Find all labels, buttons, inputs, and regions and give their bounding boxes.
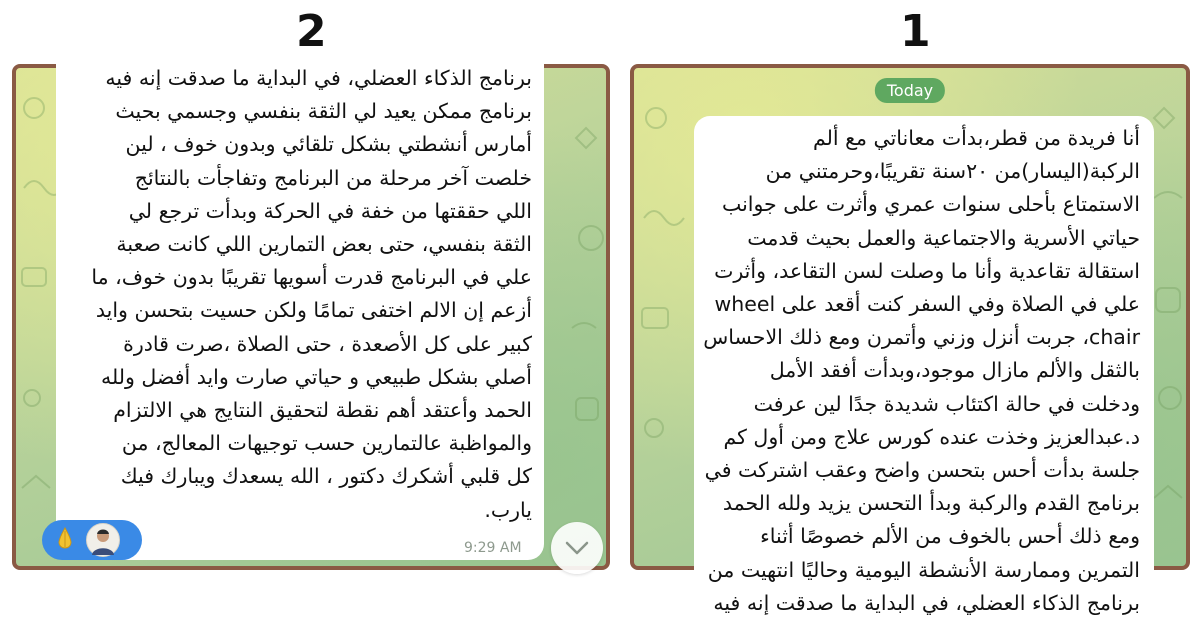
message-line: أمارس أنشطتي بشكل تلقائي وبدون خوف ، لين xyxy=(125,132,532,157)
chevron-down-icon xyxy=(565,541,589,555)
message-line: بالثقل والألم مازال موجود،وبدأت أفقد الأمل xyxy=(769,358,1140,383)
message-line: أصلي بشكل طبيعي و حياتي صارت وايد أفضل ولله xyxy=(100,364,532,389)
message-line: برنامج الذكاء العضلي، في البداية ما صدقت إنه فيه xyxy=(713,590,1140,615)
message-line: الحمد وأعتقد أهم نقطة لتحقيق النتايج هي الالتزام xyxy=(113,398,532,423)
panel-label-2: 2 xyxy=(296,6,327,57)
praying-hands-icon[interactable] xyxy=(54,526,76,555)
message-line: ودخلت في حالة اكتئاب شديدة جدًا لين عرفت xyxy=(753,391,1140,416)
message-bubble-left xyxy=(56,62,544,560)
message-line: علي في الصلاة وفي السفر كنت أقعد على wheel xyxy=(714,292,1140,317)
message-line: أزعم إن الالم اختفى تمامًا ولكن حسيت بتحسن وايد xyxy=(95,298,532,323)
message-line: أنا فريدة من قطر،بدأت معاناتي مع ألم xyxy=(813,126,1140,150)
message-line: الركبة(اليسار)من ٢٠سنة تقريبًا،وحرمتني من xyxy=(765,159,1140,184)
message-timestamp: 9:29 AM xyxy=(464,540,522,556)
message-line: علي في البرنامج قدرت أسويها تقريبًا بدون خوف، ما xyxy=(91,265,532,290)
message-line: الاستمتاع بأحلى سنوات عمري وأثرت على جوانب xyxy=(721,192,1140,217)
message-line: د.عبدالعزيز وخذت عنده كورس علاج ومن أول كم xyxy=(723,424,1140,449)
panel-label-1: 1 xyxy=(900,6,931,57)
message-line: يارب. xyxy=(484,497,532,522)
message-reactions[interactable] xyxy=(42,520,142,560)
message-line: برنامج الذكاء العضلي، في البداية ما صدقت إنه فيه xyxy=(105,66,532,90)
message-text xyxy=(702,122,1140,620)
reactor-avatar[interactable] xyxy=(86,523,120,557)
message-text xyxy=(66,62,532,527)
date-badge: Today xyxy=(875,78,945,103)
message-line: ومع ذلك أحس بالخوف من الألم خصوصًا أثناء xyxy=(760,524,1140,549)
message-line: chair، جربت أنزل وزني وأتمرن ومع ذلك الاحساس xyxy=(703,325,1140,350)
chat-screenshot-2 xyxy=(12,64,610,570)
message-bubble-right xyxy=(694,116,1154,615)
message-line: اللي حققتها من خفة في الحركة وبدأت ترجع لي xyxy=(128,198,532,223)
message-line: برنامج القدم والركبة وبدأ التحسن يزيد ولله الحمد xyxy=(722,491,1140,516)
message-line: كبير على كل الأصعدة ، حتى الصلاة ،صرت قادرة xyxy=(123,331,532,356)
message-line: حياتي الأسرية والاجتماعية والعمل بحيث قدمت xyxy=(747,225,1140,250)
message-line: والمواظبة عالتمارين حسب توجيهات المعالج، من xyxy=(121,431,532,456)
message-line: جلسة بدأت أحس بتحسن واضح وعقب اشتركت في xyxy=(704,458,1140,483)
chat-screenshot-1 xyxy=(630,64,1190,615)
message-line: برنامج ممكن يعيد لي الثقة بنفسي وجسمي بحيث xyxy=(115,99,532,124)
message-line: كل قلبي أشكرك دكتور ، الله يسعدك ويبارك فيك xyxy=(120,464,532,489)
message-line: استقالة تقاعدية وأنا ما وصلت لسن التقاعد، وأثرت xyxy=(714,258,1140,283)
message-line: خلصت آخر مرحلة من البرنامج وتفاجأت بالنتائج xyxy=(134,165,532,190)
scroll-down-button[interactable] xyxy=(551,522,603,574)
message-line: التمرين وممارسة الأنشطة اليومية وحاليًا انتهيت من xyxy=(707,557,1140,582)
message-line: الثقة بنفسي، حتى بعض التمارين اللي كانت صعبة xyxy=(116,232,532,257)
